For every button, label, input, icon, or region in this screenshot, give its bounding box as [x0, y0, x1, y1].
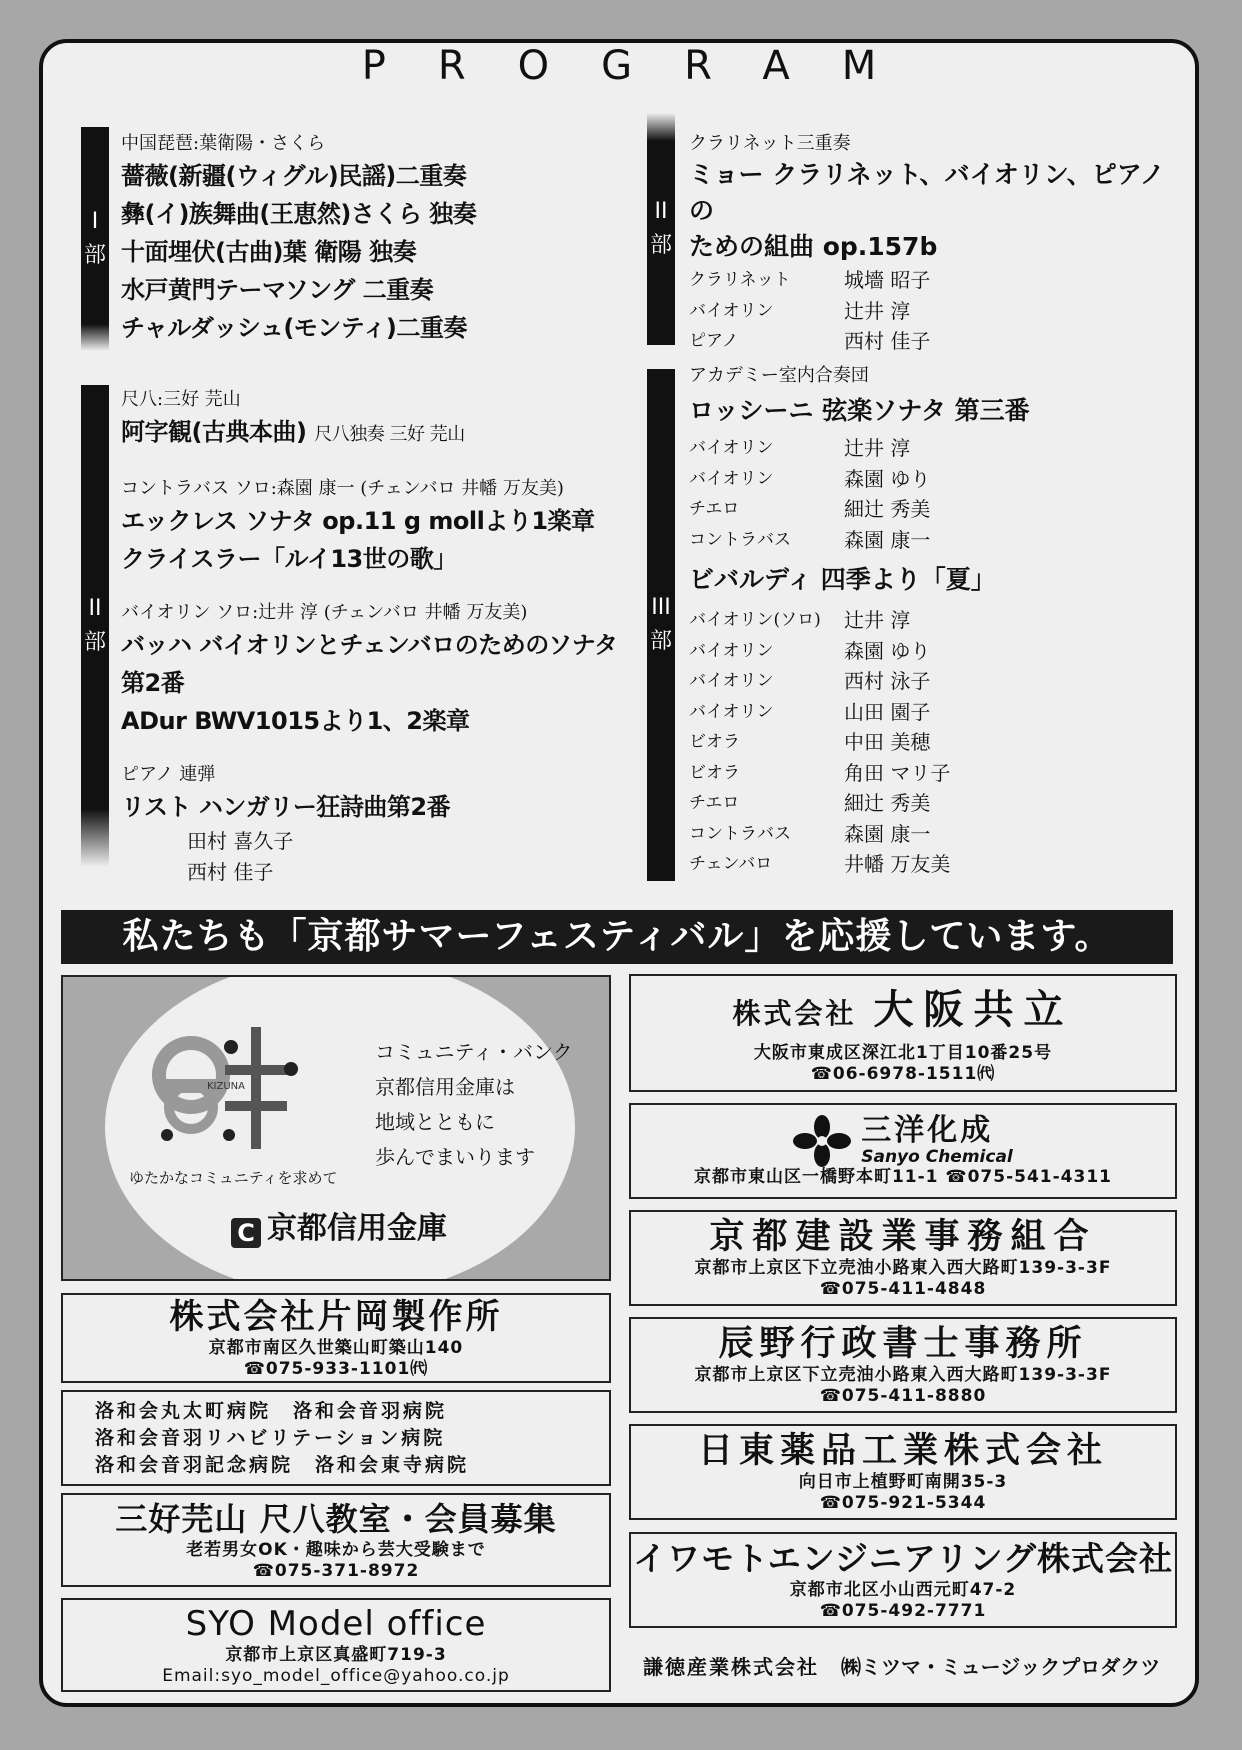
program-title: PROGRAM — [361, 43, 929, 89]
part2-block — [121, 387, 621, 887]
ad-osaka-kyoritsu: 株式会社 大阪共立 大阪市東成区深江北1丁目10番25号 ☎06-6978-1511㈹ — [629, 974, 1177, 1092]
footer-sponsors: 謙徳産業株式会社 ㈱ミツマ・ミュージックプロダクツ — [643, 1655, 1161, 1679]
piano-title: リスト ハンガリー狂詩曲第2番 — [121, 793, 451, 821]
part2b-label: II 部 — [647, 113, 675, 345]
piano-performer: 西村 佳子 — [187, 859, 274, 884]
part2b-block: クラリネット三重奏 ミョー クラリネット、バイオリン、ピアノの ための組曲 op.157b クラリネット 城墻 昭子 バイオリン 辻井 淳 ピアノ 西村 佳子 — [689, 131, 1189, 357]
ad-iwamoto: イワモトエンジニアリング株式会社 京都市北区小山西元町47-2 ☎075-492-7771 — [629, 1532, 1177, 1628]
ad-hospitals: 洛和会丸太町病院 洛和会音羽病院 洛和会音羽リハビリテーション病院 洛和会音羽記念病院 洛和会東寺病院 — [61, 1390, 611, 1486]
ad-miyoshi: 三好芫山 尺八教室・会員募集 老若男女OK・趣味から芸大受験まで ☎075-371-8972 — [61, 1493, 611, 1587]
part2-label: II 部 — [81, 385, 109, 867]
ad-syo: SYO Model office 京都市上京区真盛町719-3 Email:syo_model_office@yahoo.co.jp — [61, 1598, 611, 1692]
performer-name: 城墻 昭子 — [844, 268, 931, 292]
sponsor-banner: 私たちも「京都サマーフェスティバル」を応援しています。 — [61, 910, 1173, 964]
part3-header: アカデミー室内合奏団 — [689, 365, 869, 386]
part2b-header: クラリネット三重奏 — [689, 133, 851, 154]
part1-performer: 中国琵琶:葉衛陽・さくら — [121, 133, 326, 154]
bank-logo-icon: C — [231, 1218, 261, 1248]
violin-header: バイオリン ソロ:辻井 淳 (チェンバロ 井幡 万友美) — [121, 602, 528, 623]
sanyo-logo-icon — [793, 1115, 851, 1167]
bank-name: C 京都信用金庫 — [231, 1203, 447, 1248]
ad-kataoka: 株式会社片岡製作所 京都市南区久世築山町築山140 ☎075-933-1101㈹ — [61, 1293, 611, 1383]
ad-tatsuno: 辰野行政書士事務所 京都市上京区下立売油小路東入西大路町139-3-3F ☎075-411-8880 — [629, 1317, 1177, 1413]
violin-item: ADur BWV1015より1、2楽章 — [121, 707, 470, 735]
part3-label: III 部 — [647, 369, 675, 881]
performer-name: 西村 佳子 — [844, 329, 931, 353]
performer-name: 辻井 淳 — [844, 298, 911, 323]
part3-piece1: ロッシーニ 弦楽ソナタ 第三番 — [689, 396, 1030, 425]
part2b-title: ミョー クラリネット、バイオリン、ピアノの — [689, 160, 1165, 225]
part3-piece2: ビバルディ 四季より「夏」 — [689, 565, 996, 594]
program-sheet — [39, 39, 1199, 1707]
svg-text:KIZUNA: KIZUNA — [207, 1081, 245, 1092]
piano-performer: 田村 喜久子 — [187, 829, 294, 853]
ad-sanyo-chemical: 三洋化成 Sanyo Chemical 京都市東山区一橋野本町11-1 ☎075-541-4311 — [629, 1103, 1177, 1199]
bank-message: コミュニティ・バンク 京都信用金庫は 地域とともに 歩んでまいります — [375, 1040, 573, 1169]
part1-item: 薔薇(新疆(ウィグル)民謡)二重奏 — [121, 162, 467, 190]
part1-item: 彝(イ)族舞曲(王恵然)さくら 独奏 — [121, 200, 477, 228]
part1-block — [121, 131, 581, 347]
bass-header: コントラバス ソロ:森園 康一 (チェンバロ 井幡 万友美) — [121, 478, 564, 499]
part1-item: 十面埋伏(古曲)葉 衛陽 独奏 — [121, 238, 417, 266]
piano-header: ピアノ 連弾 — [121, 764, 216, 785]
violin-item: バッハ バイオリンとチェンバロのためのソナタ第2番 — [121, 631, 618, 697]
part1-item: 水戸黄門テーマソング 二重奏 — [121, 276, 434, 304]
bank-slogan: ゆたかなコミュニティを求めて — [129, 1169, 338, 1187]
kizuna-logo-icon — [151, 1017, 301, 1157]
ad-kensetsu: 京都建設業事務組合 京都市上京区下立売油小路東入西大路町139-3-3F ☎075-411-4848 — [629, 1210, 1177, 1306]
ad-nitto: 日東薬品工業株式会社 向日市上植野町南開35-3 ☎075-921-5344 — [629, 1424, 1177, 1520]
shakuhachi-note: 尺八独奏 三好 芫山 — [314, 424, 465, 445]
part2b-title: ための組曲 op.157b — [689, 232, 938, 261]
bass-item: クライスラー「ルイ13世の歌」 — [121, 545, 457, 573]
part3-block: アカデミー室内合奏団 ロッシーニ 弦楽ソナタ 第三番 バイオリン 辻井 淳 バイオリン 森園 ゆり チエロ 細辻 秀美 コントラバス 森園 康一 ビバルディ 四季より「夏」 バイオリン(ソロ) 辻井 淳 バイオリン 森園 ゆり バイオリン 西村 泳子 バイオリン 山田 園子 ビオラ 中田 美穂 ビオラ 角田 マリ子 チエロ 細辻 秀美 コントラバス 森園 康一 チェンバロ 井幡 万友美 — [689, 363, 1189, 880]
shakuhachi-header: 尺八:三好 芫山 — [121, 389, 241, 410]
shakuhachi-title: 阿字観(古典本曲) — [121, 418, 307, 446]
kyoto-shinkin-ad — [61, 975, 611, 1281]
part1-label: I 部 — [81, 127, 109, 351]
part1-item: チャルダッシュ(モンティ)二重奏 — [121, 314, 467, 342]
bass-item: エックレス ソナタ op.11 g mollより1楽章 — [121, 507, 595, 535]
